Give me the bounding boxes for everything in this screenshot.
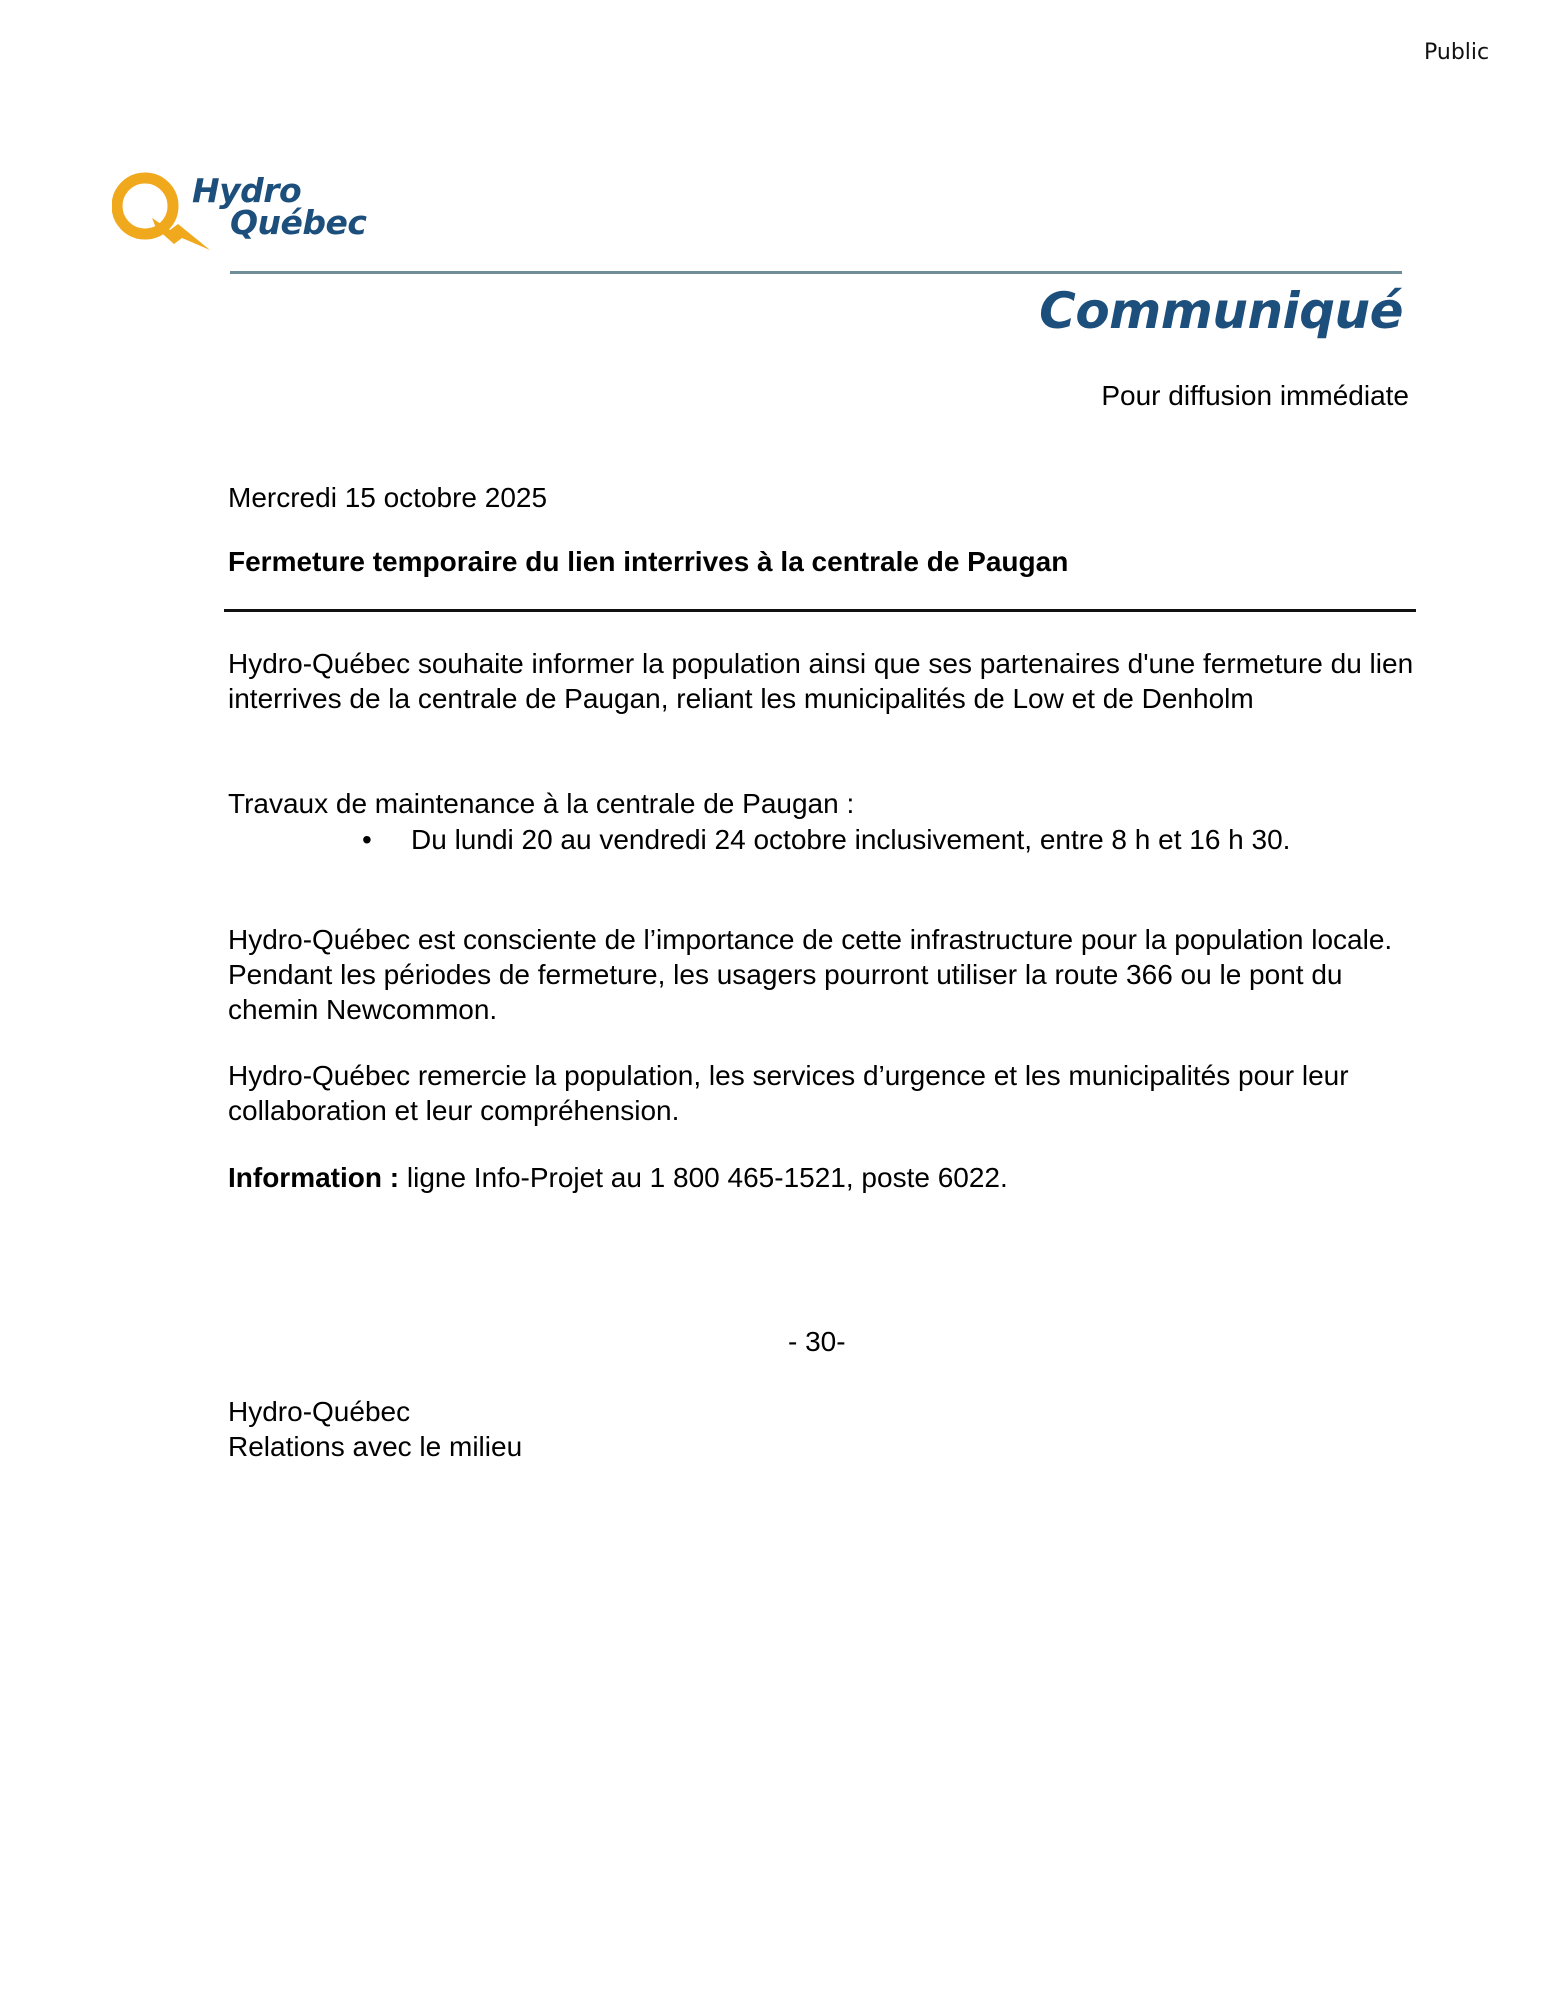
signature-department: Relations avec le milieu	[228, 1431, 523, 1462]
information-text: ligne Info-Projet au 1 800 465-1521, poste 6022.	[399, 1162, 1008, 1193]
title-divider	[224, 609, 1416, 612]
header-divider	[230, 271, 1402, 274]
logo-text-quebec: Québec	[230, 203, 367, 242]
signature-block	[228, 1394, 522, 1464]
intro-paragraph: Hydro-Québec souhaite informer la population ainsi que ses partenaires d'une fermeture du lien interrives de la centrale de Paugan, reliant les municipalités de Low et de Denholm	[228, 648, 1414, 714]
bullet-icon: •	[362, 824, 372, 855]
document-type-heading: Communiqué	[1039, 282, 1403, 340]
release-notice: Pour diffusion immédiate	[1101, 380, 1409, 411]
signature-org: Hydro-Québec	[228, 1396, 411, 1427]
hydro-quebec-logo	[112, 168, 372, 258]
classification-label: Public	[1424, 40, 1490, 65]
thanks-paragraph: Hydro-Québec remercie la population, les services d’urgence et les municipalités pour leur collaboration et leur compréhension.	[228, 1060, 1349, 1126]
information-label: Information :	[228, 1162, 400, 1193]
works-schedule: Du lundi 20 au vendredi 24 octobre inclusivement, entre 8 h et 16 h 30.	[411, 824, 1291, 855]
press-release-title: Fermeture temporaire du lien interrives à la centrale de Paugan	[228, 546, 1069, 577]
end-mark: - 30-	[788, 1326, 846, 1357]
importance-paragraph: Hydro-Québec est consciente de l’importance de cette infrastructure pour la population locale. Pendant les périodes de fermeture, les usagers pourront utiliser la route 366 ou le pont du chemin Newcommon.	[228, 924, 1393, 1025]
information-line	[228, 1160, 1423, 1195]
works-heading: Travaux de maintenance à la centrale de Paugan :	[228, 788, 855, 819]
logo-text-hydro: Hydro	[192, 171, 302, 210]
release-date: Mercredi 15 octobre 2025	[228, 482, 548, 513]
